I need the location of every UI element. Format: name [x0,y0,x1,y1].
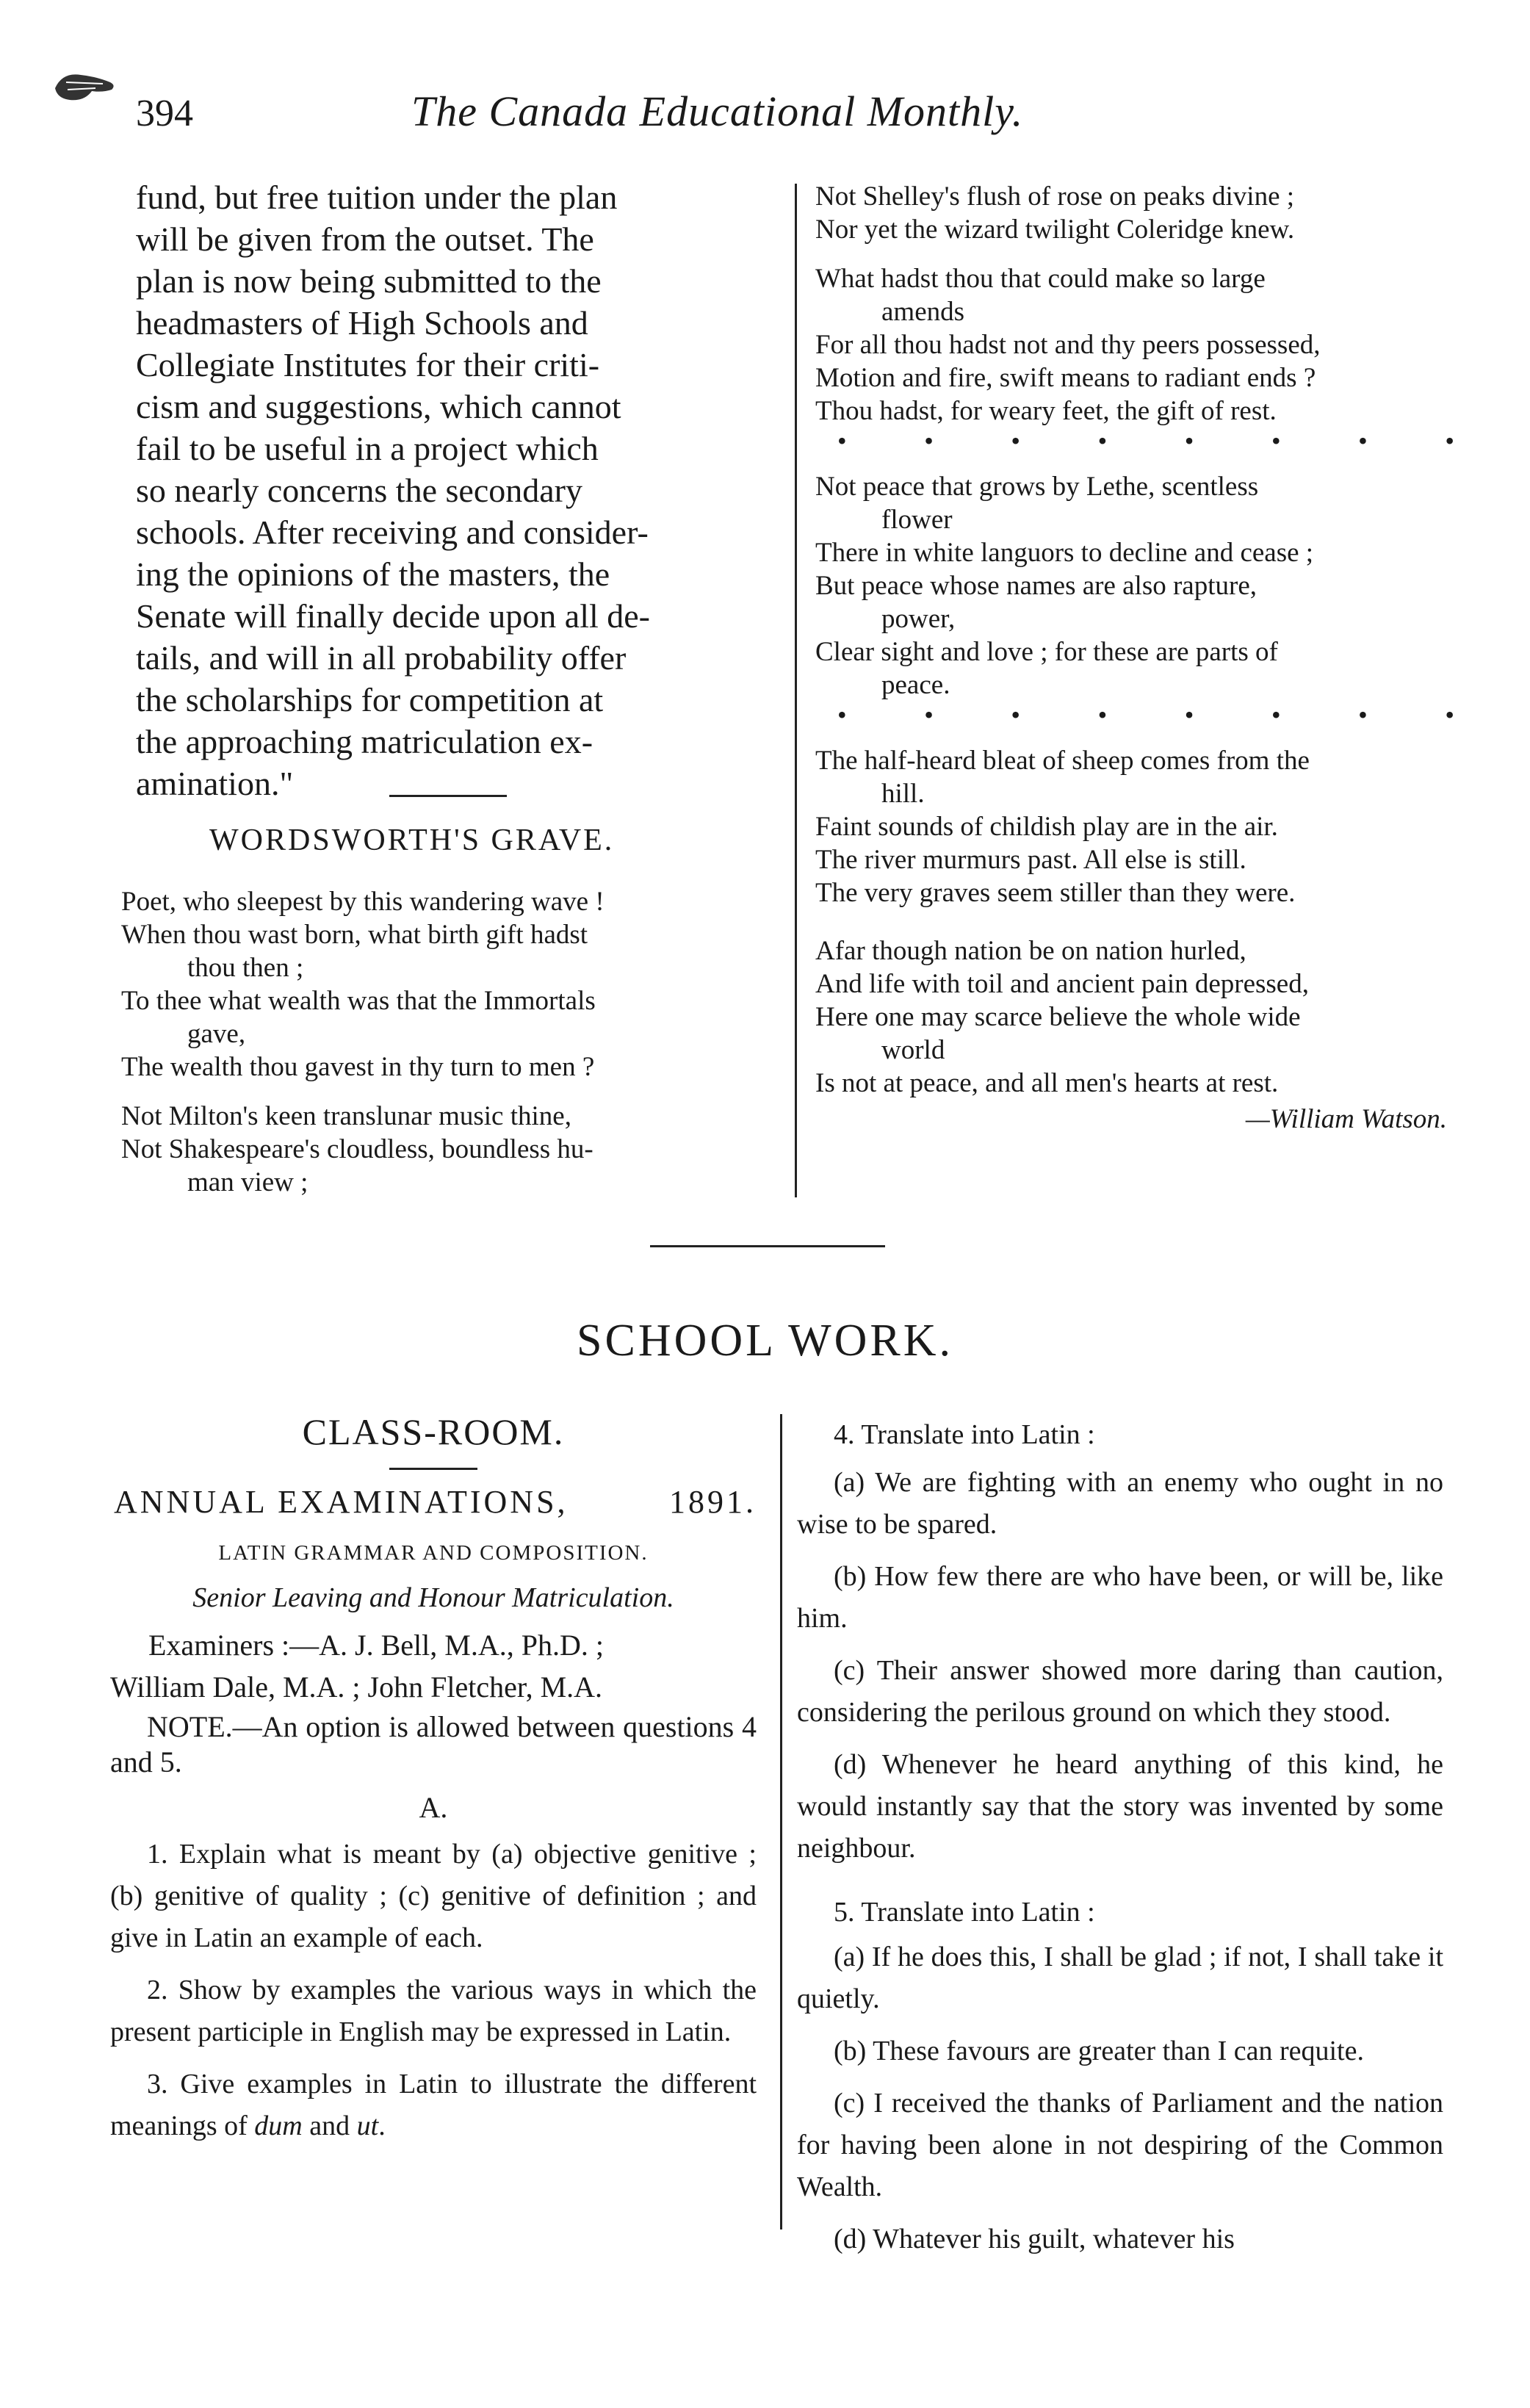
question-2: 2. Show by examples the various ways in which the present participle in English may be expressed in Latin. [110,1975,757,2047]
column-rule-top [795,184,797,1197]
poem-right [815,180,1462,1136]
poem-line: The half-heard bleat of sheep comes from the [815,746,1310,776]
classroom-heading: CLASS-ROOM. [302,1411,565,1452]
prose-line: will be given from the outset. The [136,220,594,258]
poem-line: To thee what wealth was that the Immortals [121,986,596,1016]
ellipsis-row: • • • • • • • • [837,700,1454,729]
prose-line: fail to be useful in a project which [136,430,599,467]
question-5: 5. Translate into Latin : [834,1897,1095,1928]
prose-line: amination." [136,765,294,802]
poem-line: Thou hadst, for weary feet, the gift of rest. [815,396,1277,426]
q3-text: 3. Give examples in Latin to illustrate the different meanings of [110,2069,757,2141]
poem-line: The wealth thou gavest in thy turn to men ? [121,1052,595,1082]
poem-left [121,885,768,1199]
part-label: A. [419,1791,448,1824]
question-4d: (d) Whenever he heard anything of this kind, he would instantly say that the story was invented by some neighbour. [797,1749,1443,1864]
prose-line: Collegiate Institutes for their criti- [136,346,600,383]
ellipsis-row: • • • • • • • • [837,426,1454,455]
poem-line: Not Shakespeare's cloudless, boundless hu- [121,1134,593,1164]
left-bottom-column [110,1410,757,2158]
poem-line: Clear sight and love ; for these are parts of [815,637,1278,667]
poem-line: But peace whose names are also rapture, [815,571,1257,601]
poem-line: Not Shelley's flush of rose on peaks divine ; [815,181,1295,212]
poem-line: man view ; [187,1167,308,1197]
poem-line: The river murmurs past. All else is still. [815,845,1246,875]
question-5c: (c) I received the thanks of Parliament and the nation for having been alone in not despiring of the Common Wealth. [797,2088,1443,2202]
examiners-line: Examiners :—A. J. Bell, M.A., Ph.D. ; [148,1629,604,1662]
question-5b: (b) These favours are greater than I can requite. [834,2036,1364,2066]
note: NOTE.—An option is allowed between questions 4 and 5. [110,1710,757,1778]
left-prose [136,176,768,804]
prose-line: the scholarships for competition at [136,681,604,718]
poem-line: world [881,1035,945,1065]
poem-line: The very graves seem stiller than they were. [815,878,1296,908]
poem-line: For all thou hadst not and thy peers possessed, [815,330,1321,360]
question-4b: (b) How few there are who have been, or will be, like him. [797,1561,1443,1634]
poem-line: Not peace that grows by Lethe, scentless [815,472,1259,502]
prose-line: tails, and will in all probability offer [136,639,627,677]
q3-ut: ut [356,2110,379,2141]
poem-line: And life with toil and ancient pain depressed, [815,969,1309,999]
hand-ornament-icon [51,66,118,107]
question-4c: (c) Their answer showed more daring than caution, considering the perilous ground on which they stood. [797,1655,1443,1728]
poem-line: Poet, who sleepest by this wandering wave ! [121,887,605,917]
section-divider [650,1245,885,1247]
poem-line: peace. [881,670,950,700]
poem-line: Faint sounds of childish play are in the air. [815,812,1278,842]
poem-line: flower [881,505,953,535]
question-4a: (a) We are fighting with an enemy who ought in no wise to be spared. [797,1467,1443,1540]
poem-line: There in white languors to decline and cease ; [815,538,1314,568]
level-heading: Senior Leaving and Honour Matriculation. [192,1582,674,1613]
section-title: SCHOOL WORK. [576,1316,954,1366]
poem-line: Nor yet the wizard twilight Coleridge knew. [815,215,1295,245]
question-5a: (a) If he does this, I shall be glad ; if not, I shall take it quietly. [797,1942,1443,2014]
running-title: The Canada Educational Monthly. [411,87,1024,135]
short-rule [389,795,507,797]
q3-and: and [302,2110,357,2141]
poem-line: Motion and fire, swift means to radiant ends ? [815,363,1316,393]
question-4: 4. Translate into Latin : [834,1419,1095,1450]
prose-line: schools. After receiving and consider- [136,513,649,551]
poem-line: gave, [187,1019,246,1049]
poem-line: What hadst thou that could make so large [815,264,1266,294]
prose-line: fund, but free tuition under the plan [136,179,618,216]
question-5d: (d) Whatever his guilt, whatever his [834,2224,1235,2254]
poem-attribution: —William Watson. [1245,1104,1447,1134]
subject-heading: LATIN GRAMMAR AND COMPOSITION. [218,1541,649,1565]
prose-line: headmasters of High Schools and [136,304,588,342]
prose-line: Senate will finally decide upon all de- [136,597,650,635]
poem-line: amends [881,297,965,327]
poem-line: thou then ; [187,953,304,983]
question-3 [110,2063,757,2147]
question-1: 1. Explain what is meant by (a) objective genitive ; (b) genitive of quality ; (c) genitive of definition ; and give in Latin an example of each. [110,1839,757,1953]
prose-line: the approaching matriculation ex- [136,723,593,760]
right-bottom-column [797,1414,1443,2271]
column-rule-bottom [780,1414,782,2229]
poem-line: Not Milton's keen translunar music thine, [121,1101,571,1131]
prose-line: ing the opinions of the masters, the [136,555,610,593]
short-rule [389,1468,477,1470]
page-number: 394 [136,93,193,134]
q3-end: . [378,2110,386,2141]
exam-heading-year: 1891. [669,1484,757,1520]
poem-title: WORDSWORTH'S GRAVE. [209,823,615,857]
poem-line: Afar though nation be on nation hurled, [815,936,1246,966]
poem-line: When thou wast born, what birth gift hadst [121,920,588,950]
exam-heading-text: ANNUAL EXAMINATIONS, [114,1484,569,1520]
q3-dum: dum [254,2110,303,2141]
poem-line: power, [881,604,956,634]
exam-heading [110,1483,757,1521]
poem-line: Here one may scarce believe the whole wide [815,1002,1301,1032]
prose-line: plan is now being submitted to the [136,262,602,300]
examiners-line: William Dale, M.A. ; John Fletcher, M.A. [110,1670,603,1704]
prose-line: cism and suggestions, which cannot [136,388,621,425]
poem-line: Is not at peace, and all men's hearts at rest. [815,1068,1279,1098]
poem-line: hill. [881,779,925,809]
prose-line: so nearly concerns the secondary [136,472,582,509]
